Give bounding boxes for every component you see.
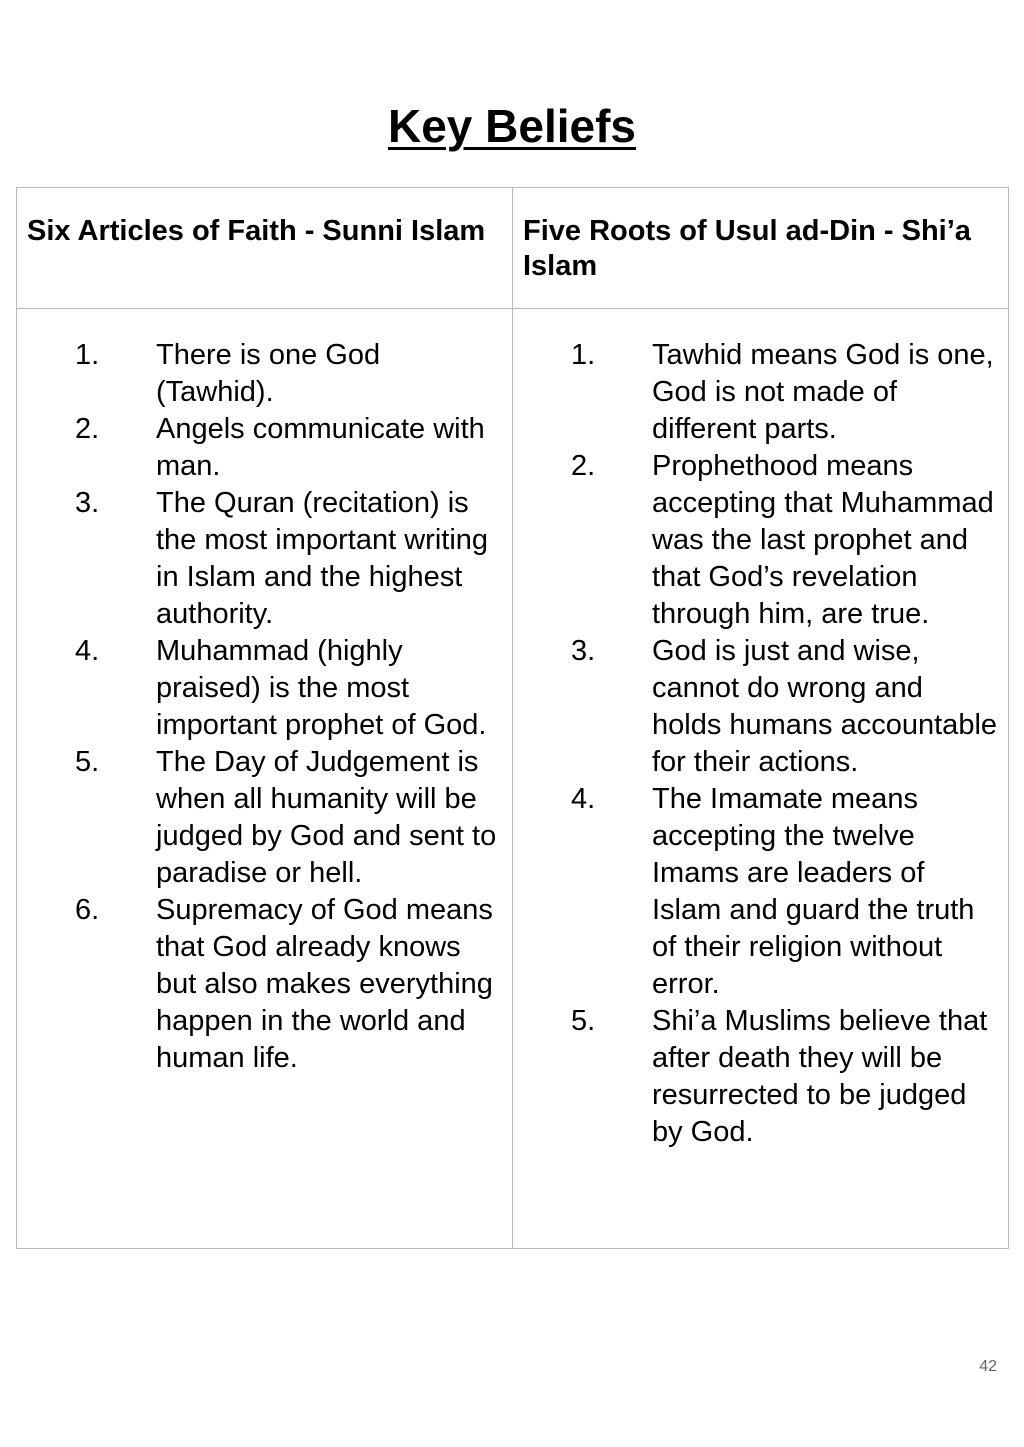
list-item xyxy=(17,485,504,633)
shia-cell xyxy=(513,309,1009,1249)
list-item-text: Tawhid means God is one, God is not made of different parts. xyxy=(652,339,994,445)
list-item xyxy=(17,892,504,1077)
list-item xyxy=(513,781,1000,1003)
list-item-text: Supremacy of God means that God already knows but also makes everything happen in the world and human life. xyxy=(156,894,493,1074)
list-item-number: 6. xyxy=(75,894,100,926)
list-item-text: Angels communicate with man. xyxy=(156,413,485,482)
list-item xyxy=(17,744,504,892)
list-item-text: There is one God (Tawhid). xyxy=(156,339,381,408)
list-item-number: 3. xyxy=(571,635,596,667)
table-body-row xyxy=(17,309,1009,1249)
list-item xyxy=(513,337,1000,448)
list-item xyxy=(17,633,504,744)
column-header-sunni: Six Articles of Faith - Sunni Islam xyxy=(17,188,513,309)
list-item-text: God is just and wise, cannot do wrong and holds humans accountable for their actions. xyxy=(652,635,998,778)
list-item-text: Prophethood means accepting that Muhammad was the last prophet and that God’s revelation through him, are true. xyxy=(652,450,994,630)
list-item xyxy=(513,633,1000,781)
sunni-cell xyxy=(17,309,513,1249)
list-item-number: 2. xyxy=(75,413,100,445)
table-header-row xyxy=(17,188,1009,309)
list-item xyxy=(513,1003,1000,1151)
list-item-text: Shi’a Muslims believe that after death they will be resurrected to be judged by God. xyxy=(652,1005,988,1148)
column-header-shia: Five Roots of Usul ad-Din - Shi’a Islam xyxy=(513,188,1009,309)
shia-roots-list xyxy=(513,337,1000,1151)
list-item-number: 5. xyxy=(571,1005,596,1037)
list-item xyxy=(17,411,504,485)
page-title xyxy=(0,100,1024,152)
page-number: 42 xyxy=(979,1358,997,1375)
list-item-text: The Quran (recitation) is the most important writing in Islam and the highest authority. xyxy=(156,487,489,630)
list-item-number: 2. xyxy=(571,450,596,482)
list-item xyxy=(513,448,1000,633)
list-item-text: The Imamate means accepting the twelve Imams are leaders of Islam and guard the truth of their religion without error. xyxy=(652,783,975,1000)
list-item-number: 5. xyxy=(75,746,100,778)
list-item-number: 4. xyxy=(75,635,100,667)
sunni-articles-list xyxy=(17,337,504,1077)
list-item-number: 1. xyxy=(75,339,100,371)
list-item-text: Muhammad (highly praised) is the most important prophet of God. xyxy=(156,635,487,741)
list-item-number: 3. xyxy=(75,487,100,519)
beliefs-table xyxy=(16,187,1009,1249)
list-item xyxy=(17,337,504,411)
list-item-number: 1. xyxy=(571,339,596,371)
list-item-number: 4. xyxy=(571,783,596,815)
list-item-text: The Day of Judgement is when all humanity will be judged by God and sent to paradise or hell. xyxy=(156,746,497,889)
page-title-text: Key Beliefs xyxy=(387,100,636,152)
